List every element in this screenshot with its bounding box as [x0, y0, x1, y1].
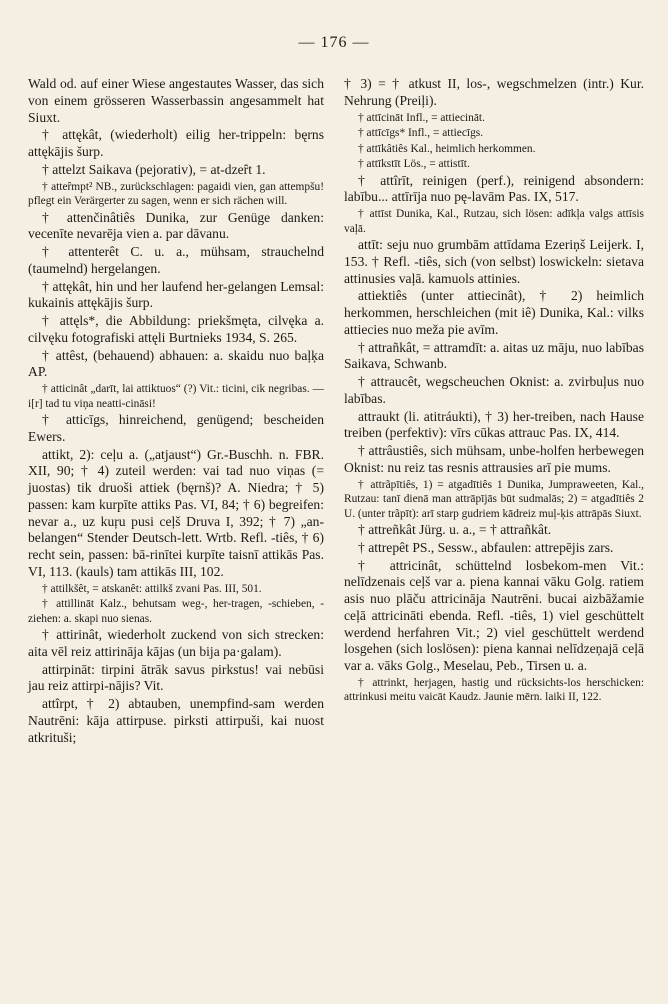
dictionary-entry: † attillināt Kalz., behutsam weg-, her-tragen, -schieben, -ziehen: a. skapi nuo sienas.: [28, 598, 324, 625]
dictionary-entry: attirpināt: tirpini ātrāk savus pirkstus! vai nebūsi jau reiz attirpi-nājis? Vit.: [28, 661, 324, 694]
dictionary-entry: attīt: seju nuo grumbām attīdama Ezeriņš Leijerk. I, 153. † Refl. -tiês, sich (von selbst) loswickeln: sietava attinusies vaļā. kamuols attinies.: [344, 237, 644, 286]
dictionary-entry: † attękât, hin und her laufend her-gelangen Lemsal: kukainis attękājis šurp.: [28, 278, 324, 311]
dictionary-entry: † attenterêt C. u. a., mühsam, strauchelnd (taumelnd) hergelangen.: [28, 244, 324, 276]
dictionary-entry: † atticīgs, hinreichend, genügend; bescheiden Ewers.: [28, 412, 324, 444]
column-divider: [332, 76, 333, 976]
page-number: — 176 —: [298, 34, 370, 51]
dictionary-entry: † attenčinâtiês Dunika, zur Genüge danken: vecenīte nevarēja vien a. par dāvanu.: [28, 209, 324, 242]
dictionary-entry: attîrpt, † 2) abtauben, unempfind-sam werden Nautrēni: kāja attirpuse. pirksti attirpuši, kai nuost atkrituši;: [28, 696, 324, 745]
dictionary-entry: Wald od. auf einer Wiese angestautes Wasser, das sich von einem grösseren Wasserbassin angesammelt hat Siuxt.: [28, 76, 324, 125]
dictionary-entry: attiektiês (unter attiecinât), † 2) heimlich herkommen, herschleichen (mit iê) Dunika, Kal.: vilks attiecies nuo meža pie avīm.: [344, 288, 644, 337]
dictionary-entry: † attricinât, schüttelnd losbekom-men Vit.: nelīdzenais ceļš var a. piena kannai vāku Golg. ratiem asis nuo plāču attricināja Nautrēni. bucai aizbāžamie ceļā attricināti ebenda. Refl. -tiês, 1) viel geschüttelt werdend herfahren Vit.; 2) viel geschüttelt werdend losgehen (sich loslösen): piena kannai nelīdzeņajā ceļā var a. vāks Golg., Meselau, Peb., Tirsen u. a.: [344, 557, 644, 673]
dictionary-entry: † attīkstīt Lös., = attistīt.: [358, 158, 470, 170]
dictionary-entry: † attelzt Saikava (pejorativ), = at-dzeȓt 1.: [42, 161, 266, 177]
dictionary-entry: † attirinât, wiederholt zuckend von sich strecken: aita vēl reiz attirināja kājas (un bija pa·galam).: [28, 627, 324, 659]
dictionary-entry: † attreñkât Jürg. u. a., = † attrañkât.: [358, 522, 552, 537]
dictionary-entry: attikt, 2): ceļu a. („atjaust“) Gr.-Buschh. n. FBR. XII, 90; † 4) zuteil werden: vai tad nuo viņas (= juostas) tik druoši attiek (bęrnš)? A. Niedra; † 5) passen: kam kurpīte attiks Pas. VI, 84; † 6) begreifen: nevar a., uz kuŗu pusi ceļš Druva I, 392; † 7) „an-belangen“ Stender Deutsch-lett. Wrtb. Refl. -tiês, † 6) recht sein, passen: bā-rinītei kurpīte taisnī attikās Pas. VI, 113. (kauls) tam attikās III, 102.: [28, 446, 324, 579]
dictionary-entry: † attîrīt, reinigen (perf.), reinigend absondern: labību... attīrīja nuo pę-lavām Pas. IX, 517.: [344, 172, 644, 205]
dictionary-entry: † atticinât „darīt, lai attiktuos“ (?) Vit.: ticini, cik negribas. — i[r] tad tu viņa neatti-cināsi!: [28, 383, 324, 410]
dictionary-entry: † attīkâtiês Kal., heimlich herkommen.: [358, 142, 536, 155]
dictionary-entry: † attilkšêt, = atskanêt: attilkš zvani Pas. III, 501.: [42, 582, 262, 595]
dictionary-entry: † attêst, (behauend) abhauen: a. skaidu nuo baļķa AP.: [28, 347, 324, 380]
dictionary-entry: † attīcīgs* Infl., = attiecīgs.: [358, 127, 484, 139]
dictionary-entry: † 3) = † atkust II, los-, wegschmelzen (intr.) Kur. Nehrung (Preiļi).: [344, 76, 644, 108]
dictionary-entry: † attrañkât, = attramdīt: a. aitas uz māju, nuo labības Saikava, Schwanb.: [344, 339, 644, 372]
right-column: [344, 76, 644, 706]
dictionary-entry: attraukt (li. atitráukti), † 3) her-treiben, nach Hause treiben (perfektiv): vīrs cūkas attrauc Pas. IX, 414.: [344, 408, 644, 441]
left-column: [28, 76, 324, 747]
dictionary-entry: † attrâustiês, sich mühsam, unbe-holfen herbewegen Oknist: nu reiz tas resnis attrausies arī pie mums.: [344, 443, 644, 475]
dictionary-entry: † attękât, (wiederholt) eilig her-trippeln: bęrns attękājis šurp.: [28, 127, 324, 159]
dictionary-entry: † attrepêt PS., Sessw., abfaulen: attrepējis zars.: [358, 539, 614, 555]
dictionary-entry: † atteȓmpt² NB., zurückschlagen: pagaidi vien, gan attempšu! pflegt ein Verärgerter zu sagen, wenn er sich rächen will.: [28, 180, 324, 207]
dictionary-entry: † attrãpītiês, 1) = atgadītiês 1 Dunika, Jumpraweeten, Kal., Rutzau: tanī dienā man attrāpījās būt sudmalās; 2) = atgadītiês 2 U. (unter trãpīt): arī starp gudriem kādreiz muļ-ķis attrāpās Siuxt.: [344, 478, 644, 520]
dictionary-entry: † attęls*, die Abbildung: priekšmęta, cilvęka a. cilvęku fotografiski attęli Burtnieks 1934, S. 265.: [28, 313, 324, 345]
dictionary-entry: † attīst Dunika, Kal., Rutzau, sich lösen: adīkļa valgs attīsis vaļā.: [344, 208, 644, 235]
dictionary-entry: † attīcināt Infl., = attiecināt.: [358, 111, 485, 124]
dictionary-entry: † attraucêt, wegscheuchen Oknist: a. zvirbuļus nuo labības.: [344, 374, 644, 406]
dictionary-entry: † attrinkt, herjagen, hastig und rücksichts-los herschicken: attrinkusi meitu vaicāt Kaudz. Jaunie mērn. laiki II, 122.: [344, 676, 644, 704]
